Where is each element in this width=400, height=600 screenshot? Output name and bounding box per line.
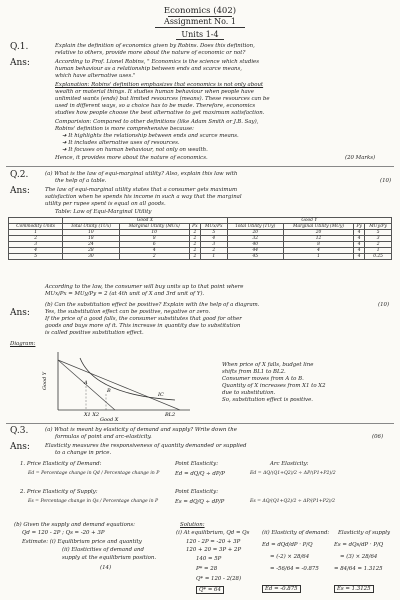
ic-label: IC (158, 392, 164, 398)
q2a-answer-line: satisfaction when he spends his income in such a way that the marginal (45, 194, 242, 200)
table-cell: 44 (227, 248, 283, 254)
demand-elasticity-line: = -56/64 = -0.875 (270, 566, 319, 572)
x1-x2-label: X1 X2 (84, 412, 100, 418)
table-cell: 4 (354, 242, 365, 248)
table-cell: 12 (283, 236, 353, 242)
q2b-answer-line: If the price of a good falls, the consumer substitutes that good for other (45, 316, 242, 322)
table-cell: 40 (227, 242, 283, 248)
table-cell: 28 (63, 248, 119, 254)
q2b-question-line: (b) Can the substitution effect be positive? Explain with the help of a diagram. (45, 302, 260, 308)
q3b-question-line: (ii) Elasticities of demand and (62, 547, 144, 553)
table-cell: 3 (200, 242, 227, 248)
point-elasticity-label: Point Elasticity: (175, 461, 219, 467)
substitution-effect-diagram (40, 350, 200, 422)
q1-question-line: relative to others, provide more about the nature of economic or not? (55, 50, 246, 56)
elasticity-item-formula: Ed = Percentage change in Qd / Percentage change in P (28, 471, 160, 476)
table-cell: 32 (227, 236, 283, 242)
table-cell: 1 (9, 230, 63, 236)
elasticity-item-title: 2. Price Elasticity of Supply: (20, 489, 98, 495)
table-cell: 8 (283, 242, 353, 248)
table-cell: 18 (63, 236, 119, 242)
table-cell: 2 (365, 242, 392, 248)
table-cell: 2 (189, 230, 200, 236)
solution-line: 120 - 2P = -20 + 3P (186, 539, 241, 545)
table-cell: 10 (63, 230, 119, 236)
q2-conclusion-line: MUx/Px = MUy/Py = 2 (at 4th unit of X and 3rd unit of Y). (45, 291, 205, 297)
table-header: Py (354, 224, 365, 230)
diagram-text-line: When price of X falls, budget line (222, 362, 314, 368)
arc-elasticity-formula: Es = ΔQ/(Q1+Q2)/2 ÷ ΔP/(P1+P2)/2 (250, 499, 336, 504)
x-axis-label: Good X (100, 417, 119, 422)
table-header: Px (189, 224, 200, 230)
q1-answer-line: Explanation: Robins' definition emphasizes that economics is not only about (55, 82, 264, 88)
q3b-question-line: Qd = 120 - 2P ; Qs = -20 + 3P (22, 530, 105, 536)
diagram-text-line: shifts from BL1 to BL2. (222, 369, 286, 375)
units-underline (176, 39, 224, 40)
q1-answer-line: wealth or material things. It studies human behaviour when people have (55, 89, 254, 95)
table-header: MUx/Px (200, 224, 227, 230)
table-cell: 0.25 (365, 254, 392, 260)
point-a-label: A (84, 380, 88, 386)
table-cell: 4 (354, 254, 365, 260)
q2b-answer-line: goods and buys more of it. This increase in quantity due to substitution (45, 323, 241, 329)
table-cell: 3 (9, 242, 63, 248)
table-header: Marginal Utility (MUy) (283, 224, 353, 230)
q1-answer-line: According to Prof. Lionel Robins, " Economics is the science which studies (55, 59, 259, 65)
supply-elasticity-line: = 84/64 = 1.3125 (334, 566, 383, 572)
q3a-answer-line: to a change in price. (55, 450, 112, 456)
course-title: Economics (402) (163, 6, 237, 16)
q3-label: Q.3. (10, 426, 29, 436)
table-row (9, 254, 392, 260)
arc-elasticity-label: Arc Elasticity: (270, 461, 309, 467)
q2a-answer-line: The law of equi-marginal utility states that a consumer gets maximum (45, 187, 238, 193)
demand-elasticity-line: Ed = dQd/dP · P/Q (262, 542, 313, 548)
q3a-answer-line: Elasticity measures the responsiveness of quantity demanded or supplied (45, 443, 247, 449)
q2a-question-line: (a) What is the law of equi-marginal utility? Also, explain this law with (45, 171, 238, 177)
table-group-header: Good X (63, 218, 227, 224)
solution-line: P* = 28 (196, 566, 218, 572)
q1-answer-line: which have alternative uses." (55, 73, 136, 79)
supply-elasticity-line: Es = dQs/dP · P/Q (334, 542, 384, 548)
table-cell: 45 (227, 254, 283, 260)
q3a-marks: (06) (372, 434, 384, 440)
q3-answer-label: Ans: (10, 442, 30, 452)
table-cell: 4 (200, 236, 227, 242)
table-cell: 2 (9, 236, 63, 242)
q2a-marks: (10) (380, 178, 392, 184)
table-cell: 6 (119, 242, 189, 248)
q1-answer-line: human behaviour as a relationship between ends and scarce means, (55, 66, 243, 72)
q3a-question-line: (a) What is meant by elasticity of demand and supply? Write down the (45, 427, 237, 433)
diagram-text-line: So, substitution effect is positive. (222, 397, 313, 403)
solution-line: (i) At equilibrium, Qd = Qs (176, 530, 250, 536)
q2-label: Q.2. (10, 170, 29, 180)
table-cell: 4 (9, 248, 63, 254)
table-cell: 5 (200, 230, 227, 236)
q1-answer-line: studies how people choose the best alternative to get maximum satisfaction. (55, 110, 265, 116)
q2b-answer-label: Ans: (10, 308, 30, 318)
table-cell: 2 (189, 236, 200, 242)
table-cell: 4 (354, 248, 365, 254)
supply-elasticity-line: = (3) × 28/64 (340, 554, 378, 560)
demand-elasticity-line: = (-2) × 28/64 (270, 554, 310, 560)
diagram-label: Diagram: (10, 341, 36, 347)
table-cell: 5 (365, 230, 392, 236)
q2b-answer-line: Yes, the substitution effect can be positive, negative or zero. (45, 309, 211, 315)
q1-answer-line: Hence, it provides more about the nature of economics. (55, 155, 208, 161)
q2b-marks: (10) (378, 302, 390, 308)
solution-line: 120 + 20 = 3P + 2P (186, 547, 242, 553)
solution-line: Solution: (180, 522, 205, 528)
q1-answer-label: Ans: (10, 58, 30, 68)
arc-elasticity-formula: Ed = ΔQ/(Q1+Q2)/2 ÷ ΔP/(P1+P2)/2 (250, 471, 336, 476)
table-group-header: Good Y (227, 218, 391, 224)
table-header: MUy/Py (365, 224, 392, 230)
equi-marginal-table (8, 217, 392, 260)
table-header: Marginal Utility (MUx) (119, 224, 189, 230)
table-cell: 4 (283, 248, 353, 254)
point-elasticity-formula: Ed = dQ/Q ÷ dP/P (175, 471, 225, 477)
table-cell: 20 (283, 230, 353, 236)
table-cell: 8 (119, 236, 189, 242)
q3b-question-line: supply at the equilibrium position. (62, 555, 157, 561)
table-cell: 3 (365, 236, 392, 242)
table-cell: 4 (354, 230, 365, 236)
table-cell: 1 (283, 254, 353, 260)
table-cell: 20 (227, 230, 283, 236)
table-header: Total Utility (TUx) (63, 224, 119, 230)
solution-answer-box: Q* = 64 (196, 586, 224, 594)
q2a-question-line: the help of a table. (55, 178, 107, 184)
table-cell: 24 (63, 242, 119, 248)
table-cell: 2 (119, 254, 189, 260)
divider (6, 423, 394, 424)
q1-answer-line: ➔ It highlights the relationship between ends and scarce means. (62, 133, 239, 139)
q3b-question-line: (b) Given the supply and demand equations: (14, 522, 135, 528)
table-cell: 5 (9, 254, 63, 260)
q1-label: Q.1. (10, 42, 29, 52)
q1-answer-line: ➔ It focuses on human behaviour, not only on wealth. (62, 147, 208, 153)
units-title: Units 1-4 (181, 30, 219, 39)
table-cell: 4 (119, 248, 189, 254)
q2b-answer-line: is called positive substitution effect. (45, 330, 144, 336)
q1-answer-line: ➔ It includes alternative uses of resources. (62, 140, 180, 146)
table-header: Total Utility (TUy) (227, 224, 283, 230)
table-header: Commodity Units (9, 224, 63, 230)
q2-conclusion-line: According to the law, the consumer will buy units up to that point where (45, 284, 244, 290)
budget-line-2 (58, 360, 180, 410)
demand-elasticity-line: (ii) Elasticity of demand: (262, 530, 330, 536)
point-b-label: B (107, 388, 111, 394)
q3b-marks: (14) (100, 565, 112, 571)
diagram-text-line: due to substitution. (222, 390, 276, 396)
divider (6, 166, 394, 167)
bl2-label: BL2 (165, 412, 176, 418)
elasticity-item-title: 1. Price Elasticity of Demand: (20, 461, 102, 467)
supply-elasticity-answer: Es = 1.3125 (334, 585, 374, 593)
q3a-question-line: formulas of point and arc-elasticity. (55, 434, 152, 440)
table-cell: 1 (365, 248, 392, 254)
assignment-title: Assignment No. 1 (164, 17, 236, 26)
point-elasticity-label: Point Elasticity: (175, 489, 219, 495)
table-cell: 4 (354, 236, 365, 242)
q1-answer-line: unlimited wants (ends) but limited resources (means). These resources can be (55, 96, 270, 102)
q1-answer-line: used in different ways, so a choice has to be made. Therefore, economics (55, 103, 256, 109)
demand-elasticity-answer: Ed = -0.875 (262, 585, 301, 593)
q1-answer-line: Robins' definition is more comprehensive because: (55, 126, 194, 132)
table-cell: 1 (200, 254, 227, 260)
solution-line: 140 = 5P (196, 556, 222, 562)
table-cell: 30 (63, 254, 119, 260)
q1-question-line: Explain the definition of economics given by Robins. Does this definition, (55, 43, 255, 49)
supply-elasticity-line: Elasticity of supply (338, 530, 391, 536)
q2-answer-label: Ans: (10, 186, 30, 196)
table-cell: 10 (119, 230, 189, 236)
y-axis-label: Good Y (42, 371, 48, 390)
assignment-underline (155, 27, 245, 28)
table-cell: 2 (200, 248, 227, 254)
diagram-text-line: Consumer moves from A to B. (222, 376, 304, 382)
q2a-answer-line: utility per rupee spent is equal on all goods. (45, 201, 166, 207)
q3b-question-line: Estimate: (i) Equilibrium price and quantity (22, 539, 142, 545)
table-cell: 2 (189, 248, 200, 254)
elasticity-item-formula: Es = Percentage change in Qs / Percentage change in P (28, 499, 159, 504)
point-elasticity-formula: Es = dQ/Q ÷ dP/P (175, 499, 225, 505)
solution-line: Q* = 120 - 2(28) (196, 576, 242, 582)
table-cell: 2 (189, 242, 200, 248)
diagram-text-line: Quantity of X increases from X1 to X2 (222, 383, 326, 389)
q1-marks: (20 Marks) (345, 155, 376, 161)
q1-answer-line: Comparision: Compared to other definitions (like Adam Smith or J.B. Say), (55, 119, 259, 125)
table-title: Table: Law of Equi-Marginal Utility (55, 209, 152, 215)
table-cell: 2 (189, 254, 200, 260)
